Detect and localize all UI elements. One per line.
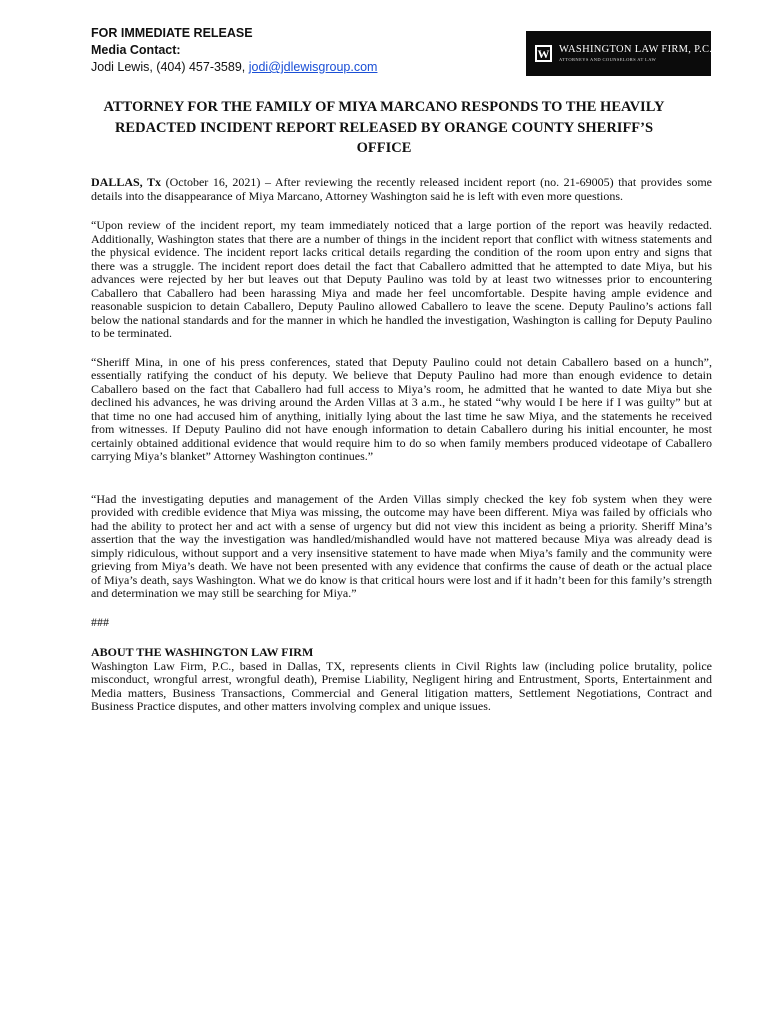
dateline: DALLAS, Tx (91, 175, 162, 189)
release-body (91, 176, 712, 714)
contact-email-link[interactable]: jodi@jdlewisgroup.com (248, 60, 378, 74)
paragraph-report-review: “Upon review of the incident report, my team immediately noticed that a large portion of the report was heavily redacted. Additionally, Washington states that there are a number of things in the incident report that conflict with witness statements and the physical evidence. The incident report lacks critical details regarding the condition of the room upon entry and signs that there was a struggle. The incident report does detail the fact that Caballero admitted that he attempted to date Miya, but his advances were rejected by her but leaves out that Deputy Paulino was told by at least two witnesses prior to encountering Caballero that Caballero had been harassing Miya and made her feel uncomfortable. Despite having ample evidence and reasonable suspicion to detain Caballero, Deputy Paulino allowed Caballero to leave the scene. Deputy Paulino’s actions fall below the national standards and for the manner in which he handled the investigation, Washington is calling for Deputy Paulino to be terminated. (91, 218, 712, 340)
paragraph-key-fob: “Had the investigating deputies and management of the Arden Villas simply checked the key fob system when they were provided with credible evidence that Miya was missing, the outcome may have been different. Miya was failed by officials who had the ability to protect her and act with a sense of urgency but did not view this incident as being a priority. Sheriff Mina’s assertion that the way the investigation was handled/mishandled would have not mattered because Miya was already dead is simply ridiculous, without support and a very insensitive statement to have made when Miya’s family and the community were grieving from Miya’s death. We have not been presented with any evidence that confirms the cause of death or the actual place of Miya’s death, says Washington. What we do know is that critical hours were lost and if it hadn’t been for this family’s strength and determination we may still be searching for Miya.” (91, 491, 712, 600)
logo-mark-icon: W (535, 45, 552, 62)
contact-line (91, 59, 511, 76)
about-text: Washington Law Firm, P.C., based in Dallas, TX, represents clients in Civil Rights law (including police brutality, police misconduct, wrongful arrest, wrongful death), Premise Liability, Negligent hiring and Entrustment, Sports, Entertainment and Media matters, Business Transactions, Commercial and General litigation matters, Settlement Negotiations, Contract and Business Practice disputes, and other matters involving complex and unique issues. (91, 658, 712, 713)
end-marker: ### (91, 614, 109, 629)
law-firm-logo (526, 31, 711, 76)
about-heading: ABOUT THE WASHINGTON LAW FIRM (91, 645, 314, 659)
release-label: FOR IMMEDIATE RELEASE (91, 26, 253, 40)
logo-tagline: ATTORNEYS AND COUNSELORS AT LAW (559, 57, 657, 62)
paragraph-sheriff-mina: “Sheriff Mina, in one of his press conferences, stated that Deputy Paulino could not detain Caballero based on a hunch”, essentially ratifying the conduct of his deputy. We believe that Deputy Paulino had more than enough evidence to detain Caballero based on the fact that Caballero had full access to Miya’s room, he admitted that he wanted to date Miya but she declined his advances, he was driving around the Arden Villas at 3 a.m., he stated “why would I be here if I was guilty” but at that time no one had accused him of anything, initially lying about the last time he saw Miya, and the statements he received from witnesses. If Deputy Paulino did not have enough information to detain Caballero during his initial encounter, he most certainly obtained additional evidence that would require him to do so when family members produced videotape of Caballero carrying Miya’s blanket” Attorney Washington continues.” (91, 354, 712, 463)
media-contact-label: Media Contact: (91, 43, 181, 57)
contact-name-phone: Jodi Lewis, (404) 457-3589, (91, 60, 249, 74)
release-header (91, 25, 511, 76)
intro-text: (October 16, 2021) – After reviewing the recently released incident report (no. 21-69005) that provides some details into the disappearance of Miya Marcano, Attorney Washington said he is left with even more questions. (91, 175, 712, 203)
paragraph-intro (91, 176, 712, 203)
headline: ATTORNEY FOR THE FAMILY OF MIYA MARCANO RESPONDS TO THE HEAVILY REDACTED INCIDENT REPORT RELEASED BY ORANGE COUNTY SHERIFF’S OFFICE (103, 99, 665, 156)
logo-name: WASHINGTON LAW FIRM, P.C. (559, 44, 713, 55)
